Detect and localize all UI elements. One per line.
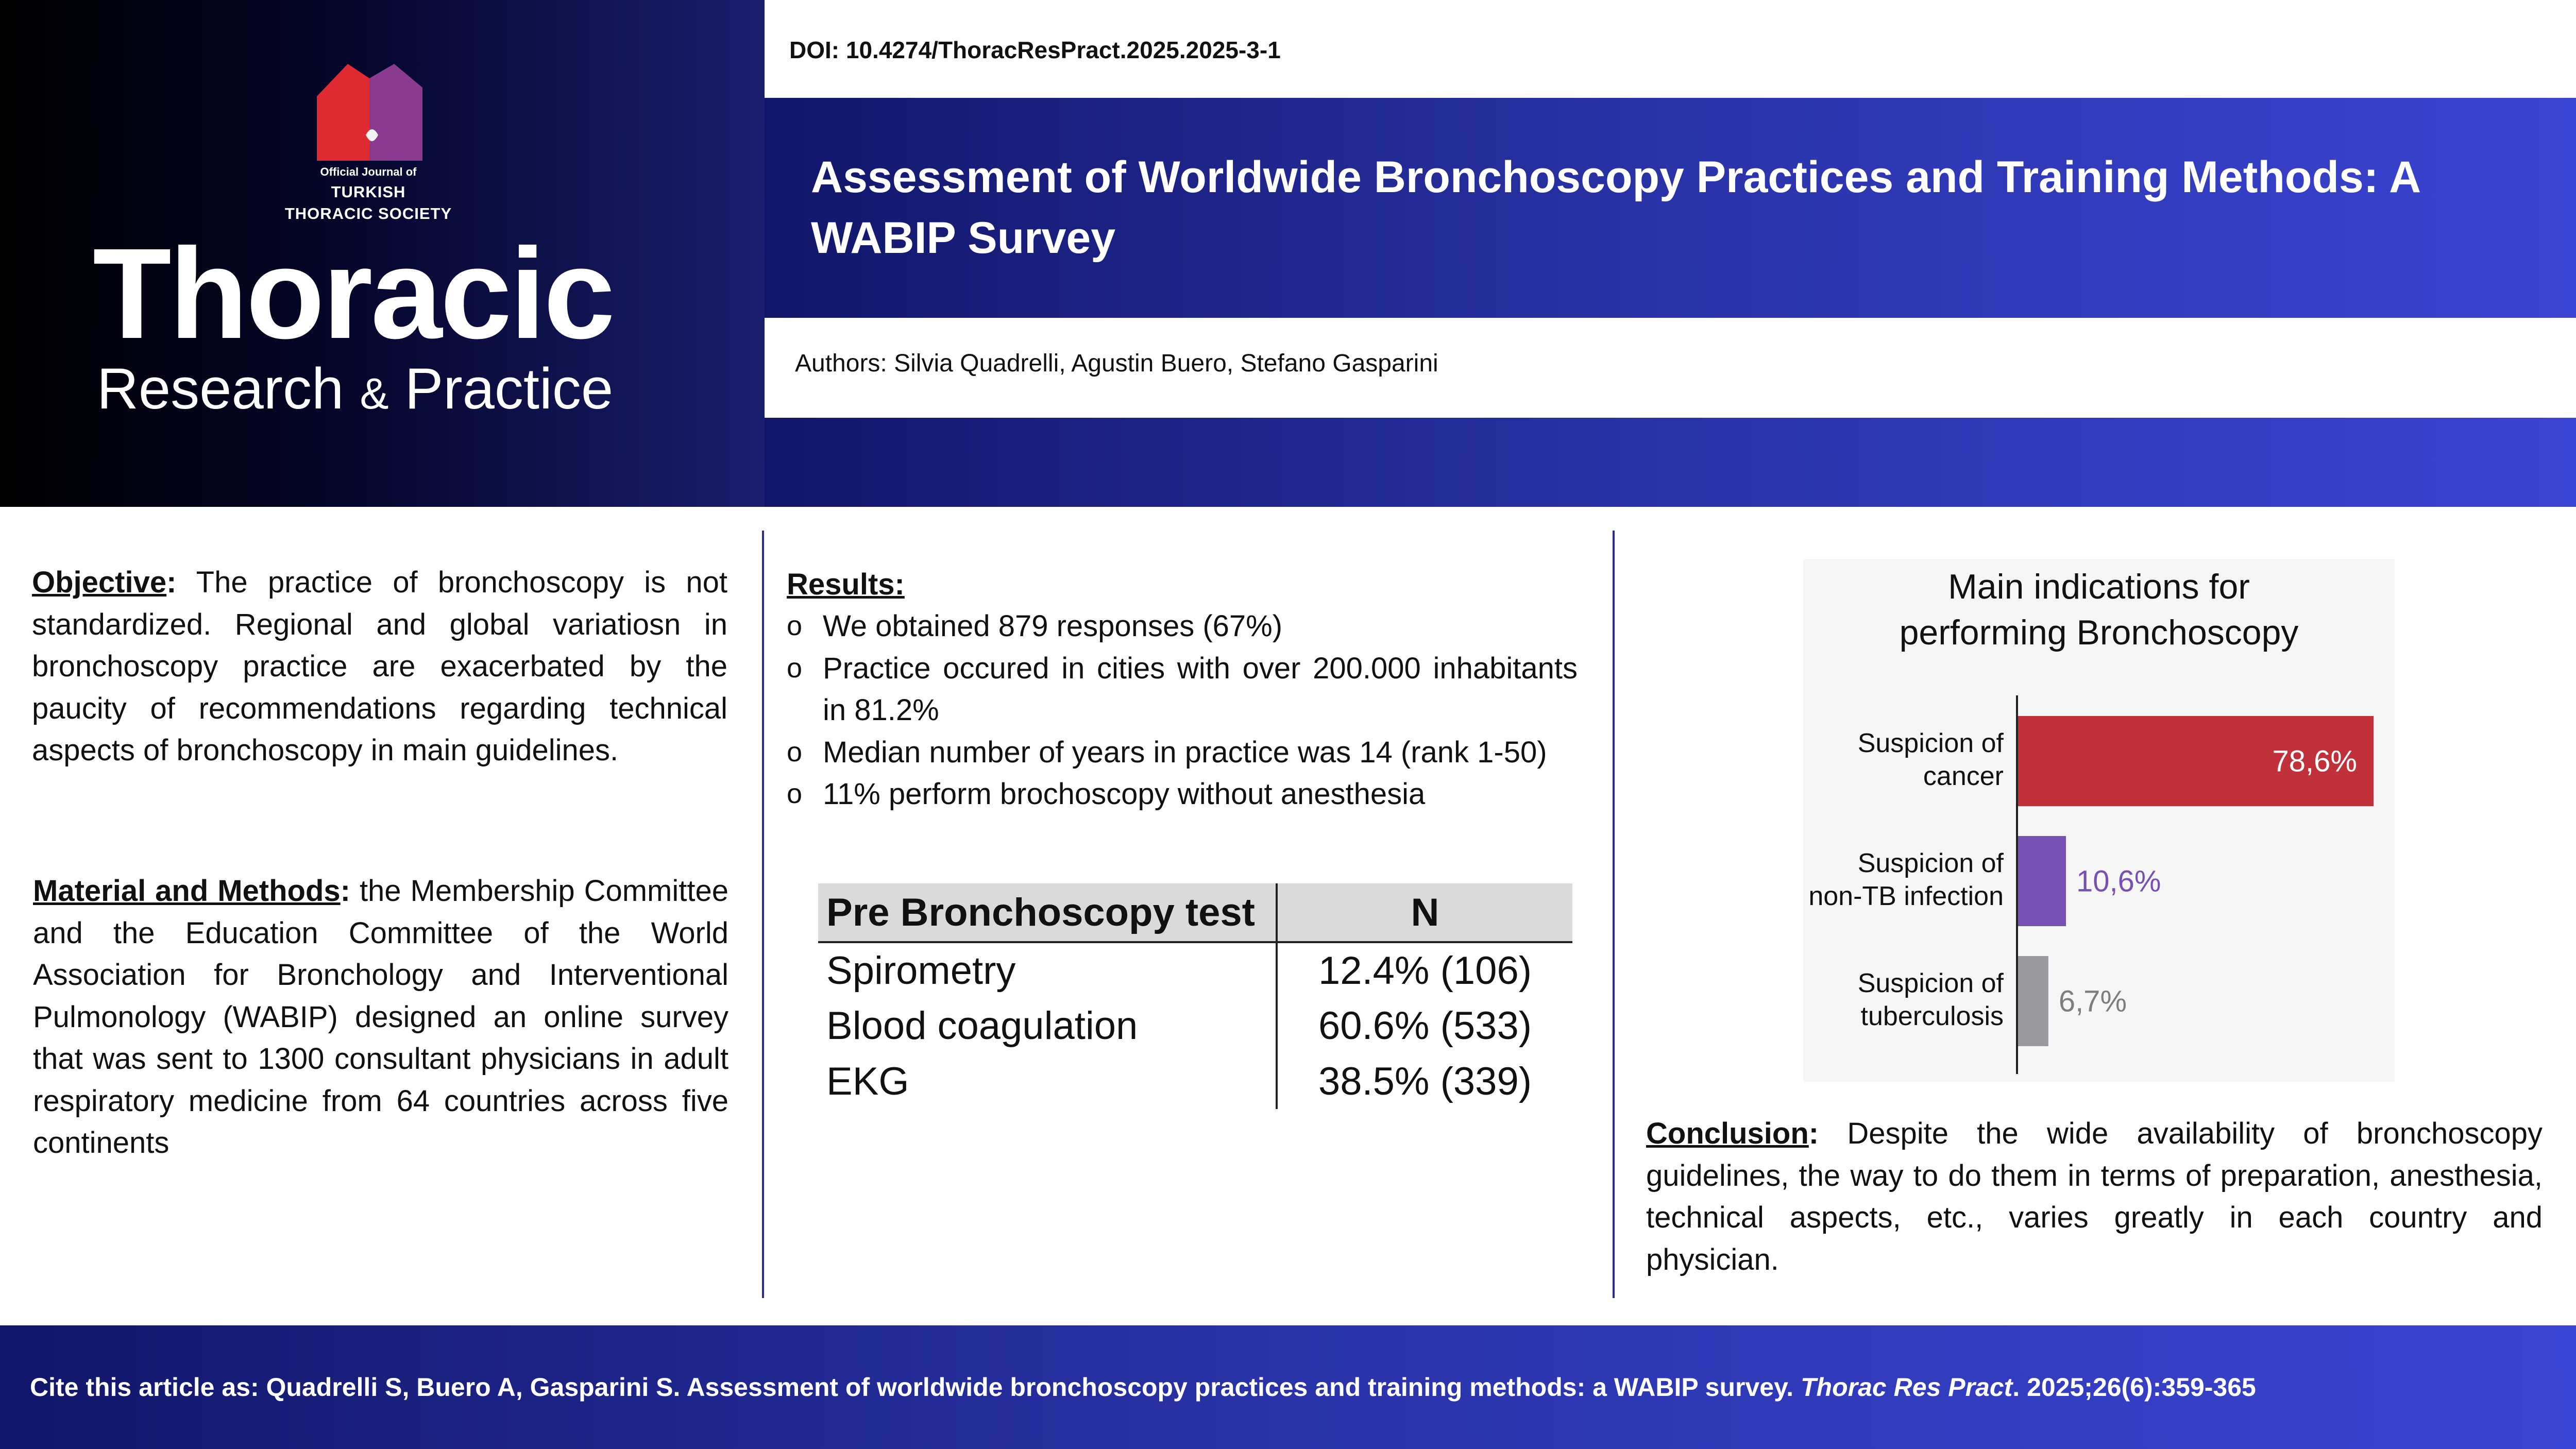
methods-paragraph	[33, 870, 728, 1164]
citation-text	[30, 1369, 2554, 1405]
journal-name: Thoracic	[93, 221, 613, 365]
objective-text: The practice of bronchoscopy is not standardized. Regional and global variatiosn in bronchoscopy practice are exacerbated by the paucity of recommendations regarding technical aspects of bronchoscopy in main guidelines.	[32, 566, 727, 767]
chart-category-label-line: Suspicion of	[1857, 968, 2004, 998]
chart-title	[1803, 564, 2395, 656]
table-header-n: N	[1277, 883, 1572, 942]
objective-colon: :	[166, 566, 177, 599]
methods-label: Material and Methods	[33, 874, 341, 908]
table-row	[818, 998, 1572, 1053]
chart-category-label	[1808, 848, 2004, 911]
journal-society-line2: THORACIC SOCIETY	[284, 204, 452, 223]
journal-society-line1: TURKISH	[331, 183, 406, 201]
results-item: o 11% perform brochoscopy without anesthesia	[787, 773, 1578, 815]
chart-category-label-line: cancer	[1923, 761, 2004, 791]
table-cell-n: 60.6% (533)	[1277, 998, 1572, 1053]
journal-society	[258, 181, 479, 225]
results-item: o We obtained 879 responses (67%)	[787, 605, 1578, 647]
journal-subname	[97, 355, 715, 427]
pre-bronchoscopy-table	[818, 883, 1572, 1109]
conclusion-label: Conclusion	[1646, 1117, 1809, 1150]
bullet-icon: o	[787, 736, 803, 768]
chart-title-line1: Main indications for	[1948, 567, 2250, 606]
table-header-row	[818, 883, 1572, 942]
table-cell-n: 12.4% (106)	[1277, 942, 1572, 998]
journal-logo-panel	[0, 0, 765, 507]
column-divider-right	[1613, 531, 1615, 1298]
journal-kicker: Official Journal of	[320, 165, 417, 178]
bullet-icon: o	[787, 778, 803, 809]
table-header-test: Pre Bronchoscopy test	[818, 883, 1277, 942]
article-title: Assessment of Worldwide Bronchoscopy Practices and Training Methods: A WABIP Survey	[811, 152, 2420, 263]
chart-value-label: 6,7%	[2058, 984, 2127, 1018]
methods-colon: :	[340, 874, 350, 908]
citation-suffix: . 2025;26(6):359-365	[2012, 1373, 2256, 1402]
journal-emblem-icon	[312, 58, 425, 161]
journal-subname-ampersand: &	[360, 369, 389, 418]
chart-category-label	[1858, 968, 2004, 1031]
journal-subname-research: Research	[97, 356, 344, 421]
table-cell-test: Spirometry	[826, 948, 1016, 993]
chart-bar	[2018, 956, 2048, 1046]
results-item: o Practice occured in cities with over 200.000 inhabitants in 81.2%	[787, 647, 1578, 731]
objective-paragraph	[32, 561, 727, 772]
authors-text: Authors: Silvia Quadrelli, Agustin Buero, Stefano Gasparini	[795, 350, 1438, 377]
citation-journal: Thorac Res Pract	[1801, 1373, 2013, 1402]
chart-category-label-line: non-TB infection	[1808, 881, 2004, 911]
table-cell-n: 38.5% (339)	[1277, 1053, 1572, 1109]
chart-category-label-line: tuberculosis	[1860, 1001, 2004, 1031]
chart-bar	[2018, 836, 2066, 926]
table-cell-test: Blood coagulation	[826, 1003, 1138, 1048]
objective-label: Objective	[32, 566, 167, 599]
chart-category-label-line: Suspicion of	[1857, 728, 2004, 758]
table-row	[818, 942, 1572, 998]
bullet-icon: o	[787, 652, 803, 684]
results-item: o Median number of years in practice was 14 (rank 1-50)	[787, 731, 1578, 774]
table-cell-test: EKG	[826, 1059, 909, 1103]
results-list	[787, 605, 1578, 815]
methods-text: the Membership Committee and the Education Committee of the World Association for Bronchology and Interventional Pulmonology (WABIP) designed an online survey that was sent to 1300 consultant physicians in adult respiratory medicine from 64 countries across five continents	[33, 874, 728, 1160]
table-row	[818, 1053, 1572, 1109]
conclusion-paragraph	[1646, 1113, 2543, 1281]
conclusion-text: Despite the wide availability of bronchoscopy guidelines, the way to do them in terms of preparation, anesthesia, technical aspects, etc., varies greatly in each country and physician.	[1646, 1117, 2543, 1276]
column-divider-left	[762, 531, 764, 1298]
chart-title-line2: performing Bronchoscopy	[1899, 613, 2299, 652]
conclusion-colon: :	[1808, 1117, 1819, 1150]
bullet-icon: o	[787, 610, 803, 641]
chart-category-label-line: Suspicion of	[1857, 848, 2004, 878]
chart-value-label: 78,6%	[2272, 744, 2357, 778]
doi-text[interactable]: DOI: 10.4274/ThoracResPract.2025.2025-3-1	[789, 37, 1281, 63]
chart-value-label: 10,6%	[2076, 864, 2161, 898]
journal-subname-practice: Practice	[404, 356, 614, 421]
citation-prefix: Cite this article as: Quadrelli S, Buero A, Gasparini S. Assessment of worldwide bronchoscopy practices and training methods: a WABIP survey.	[30, 1373, 1794, 1402]
chart-category-label	[1858, 728, 2004, 791]
results-label: Results:	[787, 568, 905, 601]
